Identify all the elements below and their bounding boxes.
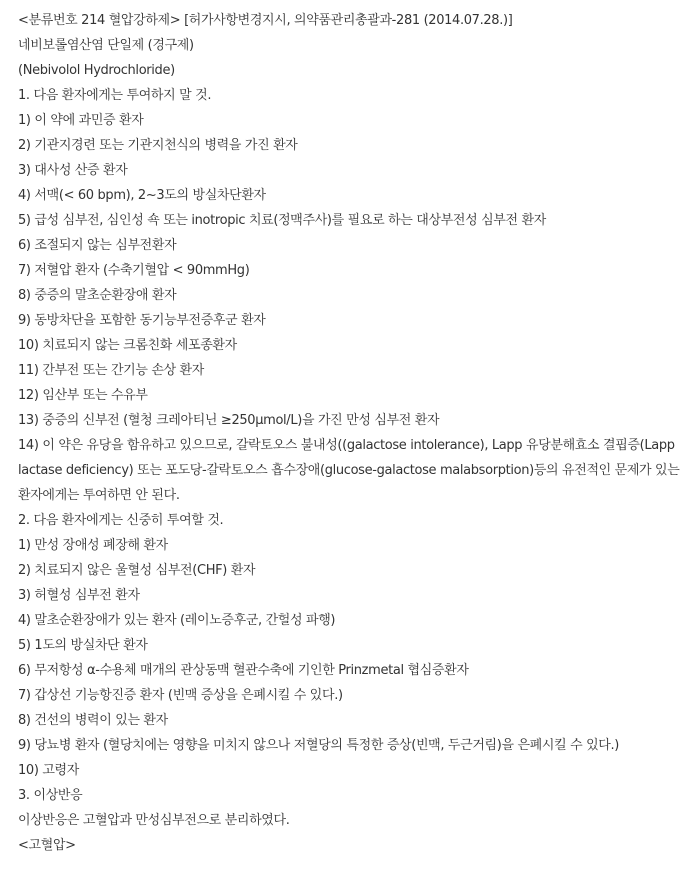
caution-item: 4) 말초순환장애가 있는 환자 (레이노증후군, 간헐성 파행) bbox=[18, 613, 336, 628]
contraindication-item: 2) 기관지경련 또는 기관지천식의 병력을 가진 환자 bbox=[18, 138, 298, 153]
drug-name-english: (Nebivolol Hydrochloride) bbox=[18, 63, 175, 78]
contraindication-item: 13) 중증의 신부전 (혈청 크레아티닌 ≥250μmol/L)을 가진 만성 심부전 환자 bbox=[18, 413, 440, 428]
contraindication-item: 3) 대사성 산증 환자 bbox=[18, 163, 128, 178]
contraindication-item: 7) 저혈압 환자 (수축기혈압 < 90mmHg) bbox=[18, 263, 250, 278]
contraindication-item: 11) 간부전 또는 간기능 손상 환자 bbox=[18, 363, 204, 378]
caution-item: 3) 허혈성 심부전 환자 bbox=[18, 588, 140, 603]
contraindication-item: 4) 서맥(< 60 bpm), 2~3도의 방실차단환자 bbox=[18, 188, 266, 203]
document-header: <분류번호 214 혈압강하제> [허가사항변경지시, 의약품관리총괄과-281 (2014.07.28.)] bbox=[18, 13, 513, 28]
section-3-subheading: <고혈압> bbox=[18, 838, 76, 853]
caution-item: 7) 갑상선 기능항진증 환자 (빈맥 증상을 은폐시킬 수 있다.) bbox=[18, 688, 343, 703]
drug-name-korean: 네비보롤염산염 단일제 (경구제) bbox=[18, 38, 194, 53]
contraindication-item: 8) 중증의 말초순환장애 환자 bbox=[18, 288, 177, 303]
caution-item: 6) 무저항성 α-수용체 매개의 관상동맥 혈관수축에 기인한 Prinzmetal 협심증환자 bbox=[18, 663, 469, 678]
section-1-title: 1. 다음 환자에게는 투여하지 말 것. bbox=[18, 88, 212, 103]
caution-item: 1) 만성 장애성 폐장해 환자 bbox=[18, 538, 168, 553]
caution-item: 8) 건선의 병력이 있는 환자 bbox=[18, 713, 168, 728]
caution-item: 5) 1도의 방실차단 환자 bbox=[18, 638, 148, 653]
contraindication-item: 5) 급성 심부전, 심인성 쇽 또는 inotropic 치료(정맥주사)를 필요로 하는 대상부전성 심부전 환자 bbox=[18, 213, 546, 228]
contraindication-item: 9) 동방차단을 포함한 동기능부전증후군 환자 bbox=[18, 313, 266, 328]
contraindication-item: 14) 이 약은 유당을 함유하고 있으므로, 갈락토오스 불내성((galactose intolerance), Lapp 유당분해효소 결핍증(Lapp lactase deficiency) 또는 포도당-갈락토오스 흡수장애(glucose-galactose malabsorption)등의 유전적인 문제가 있는 환자에게는 투여하면 안 된다. bbox=[18, 438, 680, 503]
section-2-title: 2. 다음 환자에게는 신중히 투여할 것. bbox=[18, 513, 224, 528]
document-body bbox=[18, 8, 682, 858]
section-3-body: 이상반응은 고혈압과 만성심부전으로 분리하였다. bbox=[18, 813, 290, 828]
contraindication-item: 10) 치료되지 않는 크롬친화 세포종환자 bbox=[18, 338, 237, 353]
caution-item: 10) 고령자 bbox=[18, 763, 79, 778]
contraindication-item: 6) 조절되지 않는 심부전환자 bbox=[18, 238, 177, 253]
contraindication-item: 1) 이 약에 과민증 환자 bbox=[18, 113, 144, 128]
caution-item: 2) 치료되지 않은 울혈성 심부전(CHF) 환자 bbox=[18, 563, 256, 578]
contraindication-item: 12) 임산부 또는 수유부 bbox=[18, 388, 148, 403]
section-3-title: 3. 이상반응 bbox=[18, 788, 83, 803]
caution-item: 9) 당뇨병 환자 (혈당치에는 영향을 미치지 않으나 저혈당의 특정한 증상(빈맥, 두근거림)을 은폐시킬 수 있다.) bbox=[18, 738, 620, 753]
